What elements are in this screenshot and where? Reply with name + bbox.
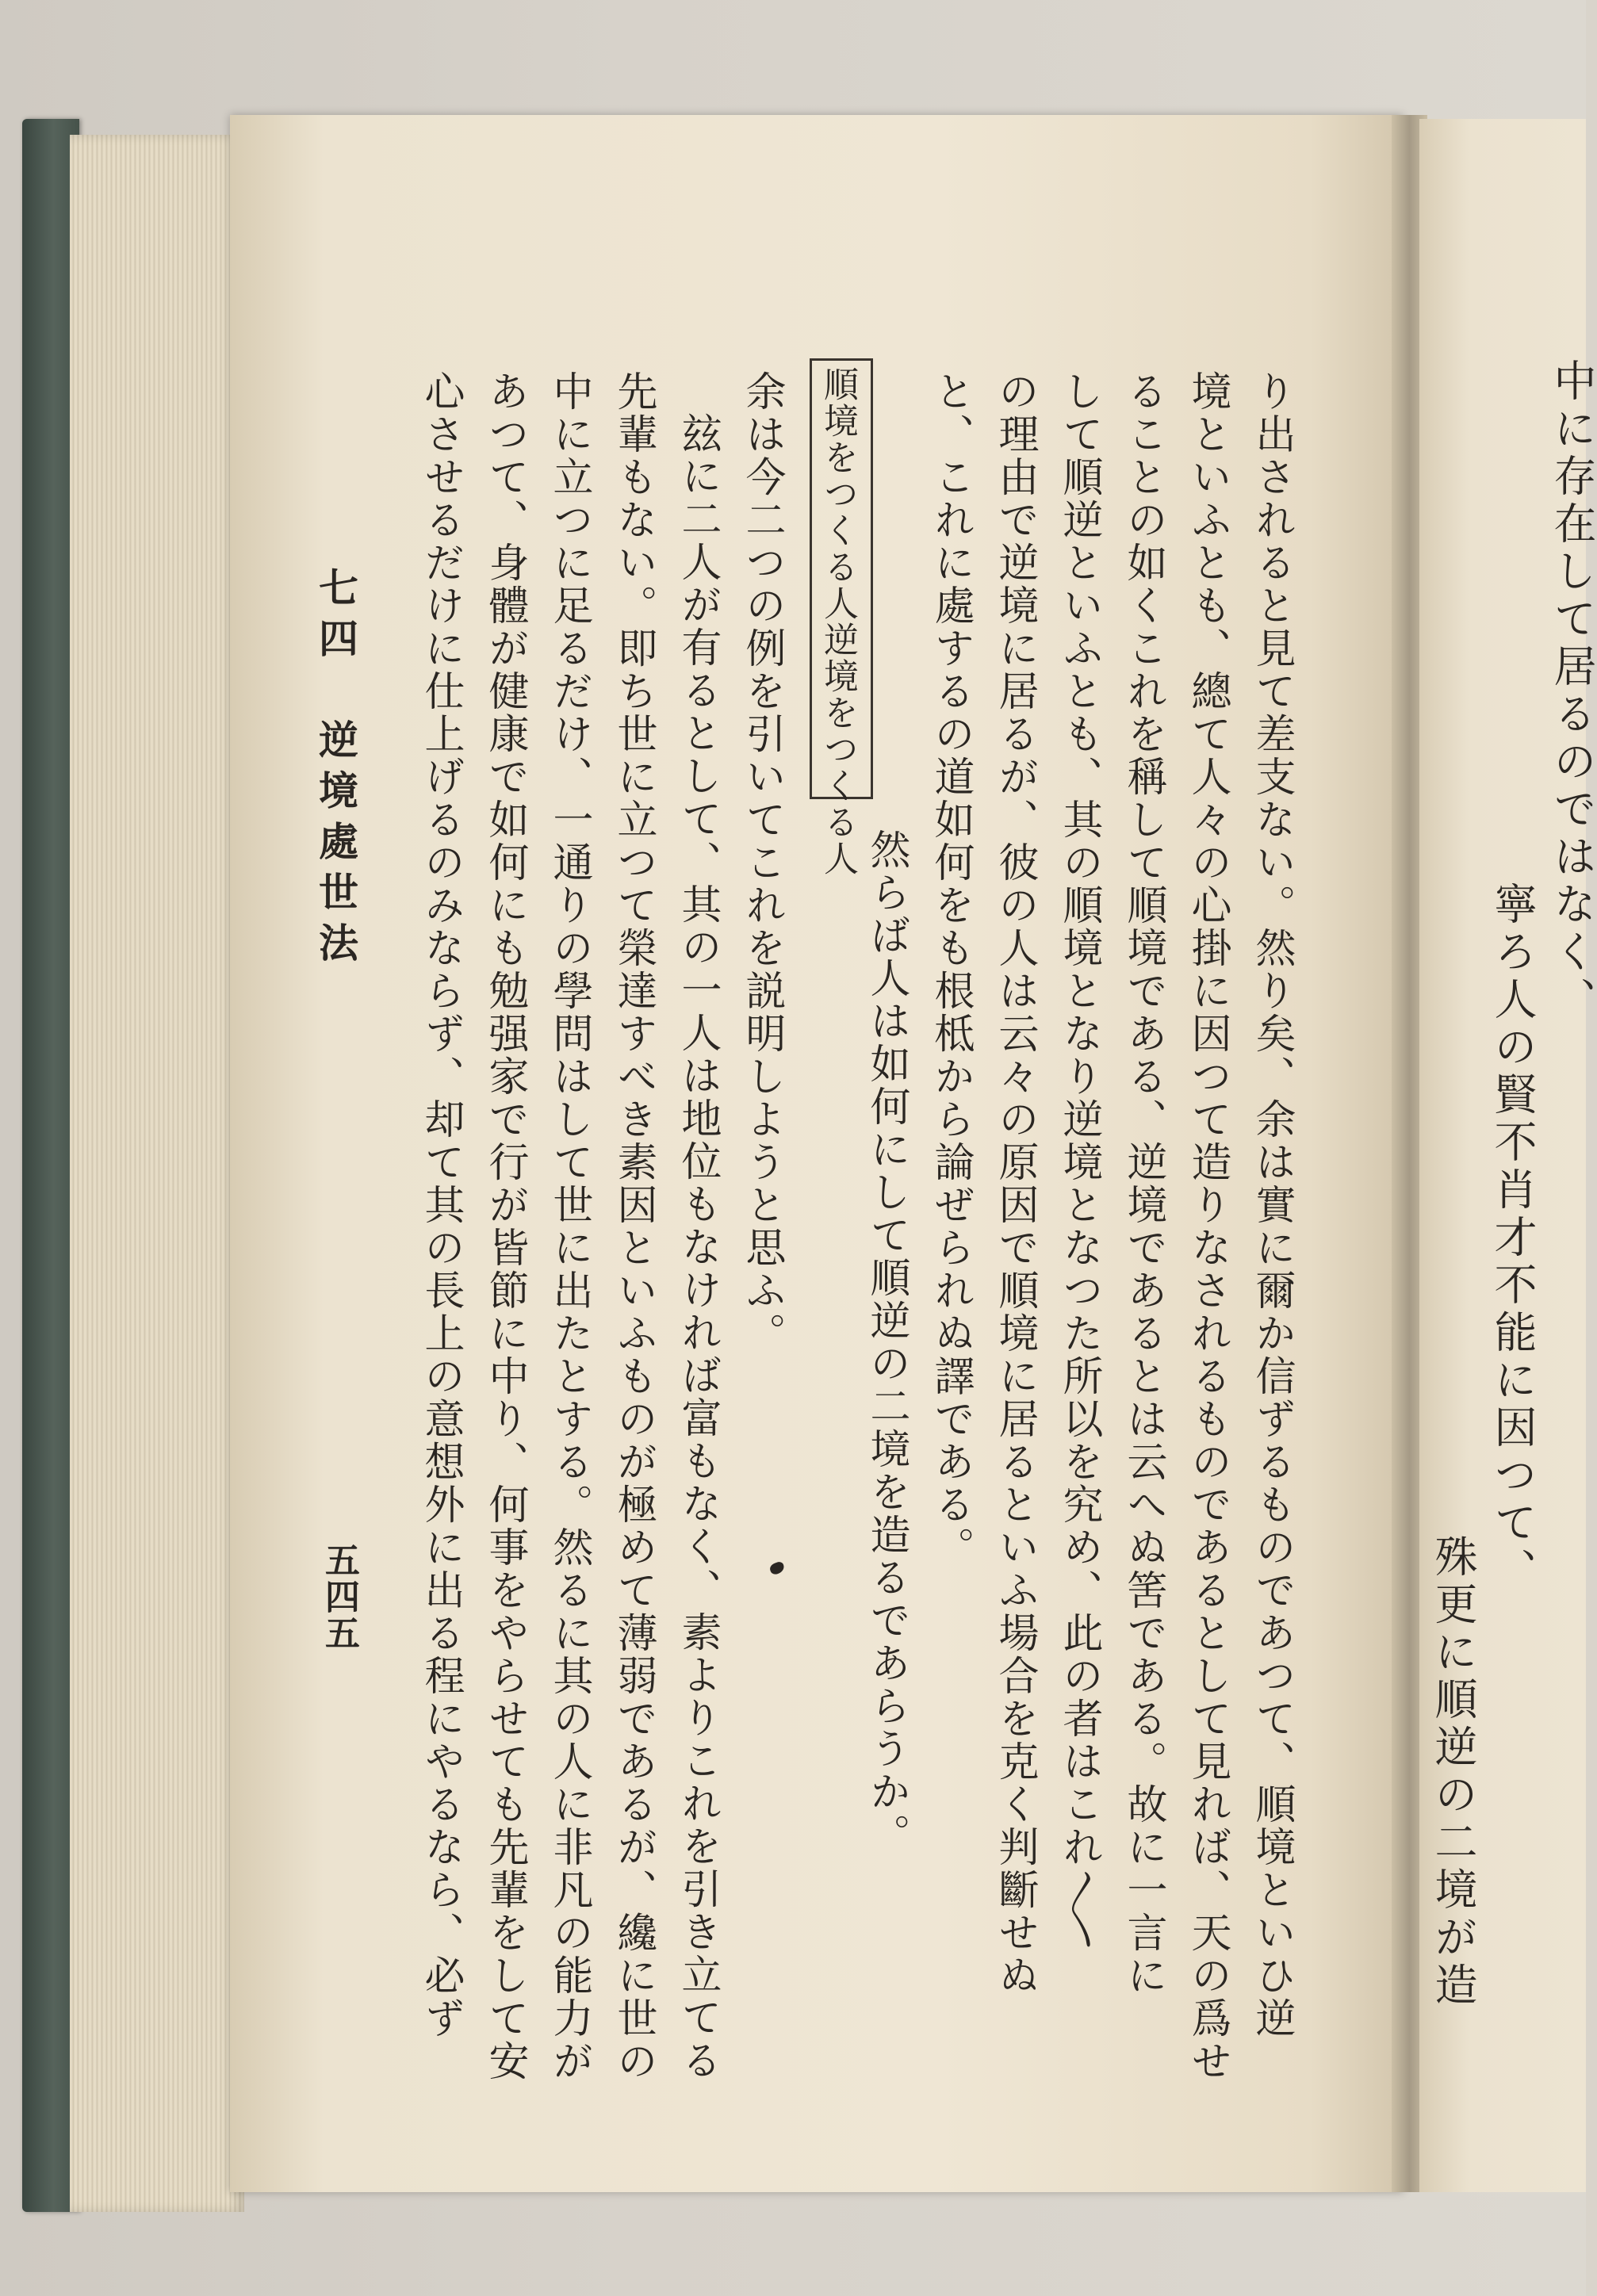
body-text-column: と、これに處するの道如何をも根柢から論ぜられぬ譯である。 [927, 370, 974, 1569]
body-text-column: 先輩もない。即ち世に立つて榮達すべき素因といふものが極めて薄弱であるが、纔に世の [610, 370, 657, 2083]
body-text-column: して順逆といふとも、其の順境となり逆境となつた所以を究め、此の者はこれ〳〵 [1055, 370, 1102, 1952]
facing-page-column: 寧ろ人の賢不肖才不能に因つて、 [1488, 882, 1538, 1595]
section-heading: 順境をつくる人逆境をつくる人 [818, 366, 858, 877]
body-text-column: り出されると見て差支ない。然り矣、余は實に爾か信ずるものであつて、順境といひ逆 [1248, 370, 1295, 2040]
facing-page-column: 中に存在して居るのではなく、 [1547, 358, 1597, 1024]
body-text-column: 中に立つに足るだけ、一通りの學問はして世に出たとする。然るに其の人に非凡の能力が [546, 370, 592, 2083]
body-text-column: 玆に二人が有るとして、其の一人は地位もなければ富もなく、素よりこれを引き立てる [674, 412, 721, 2082]
body-text-column: の理由で逆境に居るが、彼の人は云々の原因で順境に居るといふ場合を克く判斷せぬ [991, 370, 1038, 1997]
facing-page-column: 殊更に順逆の二境が造 [1428, 1534, 1478, 2010]
page-number: 五四五 [319, 1542, 359, 1651]
body-text-column: 然らば人は如何にして順逆の二境を造るであらうか。 [863, 828, 910, 1856]
body-text-column: 境といふとも、總て人々の心掛に因つて造りなされるものであるとして見れば、天の爲せ [1184, 370, 1231, 2083]
body-text-column: あつて、身體が健康で如何にも勉强家で行が皆節に中り、何事をやらせても先輩をして安 [481, 370, 528, 2083]
running-head: 七四 逆境處世法 [312, 567, 359, 973]
page-stack-edge [70, 135, 244, 2212]
body-text-column: ることの如くこれを稱して順境である、逆境であるとは云へぬ筈である。故に一言に [1120, 370, 1166, 1997]
body-text-column: 心させるだけに仕上げるのみならず、却て其の長上の意想外に出る程にやるなら、必ず [417, 370, 464, 2040]
body-text-column: 余は今二つの例を引いてこれを説明しようと思ふ。 [738, 370, 785, 1355]
